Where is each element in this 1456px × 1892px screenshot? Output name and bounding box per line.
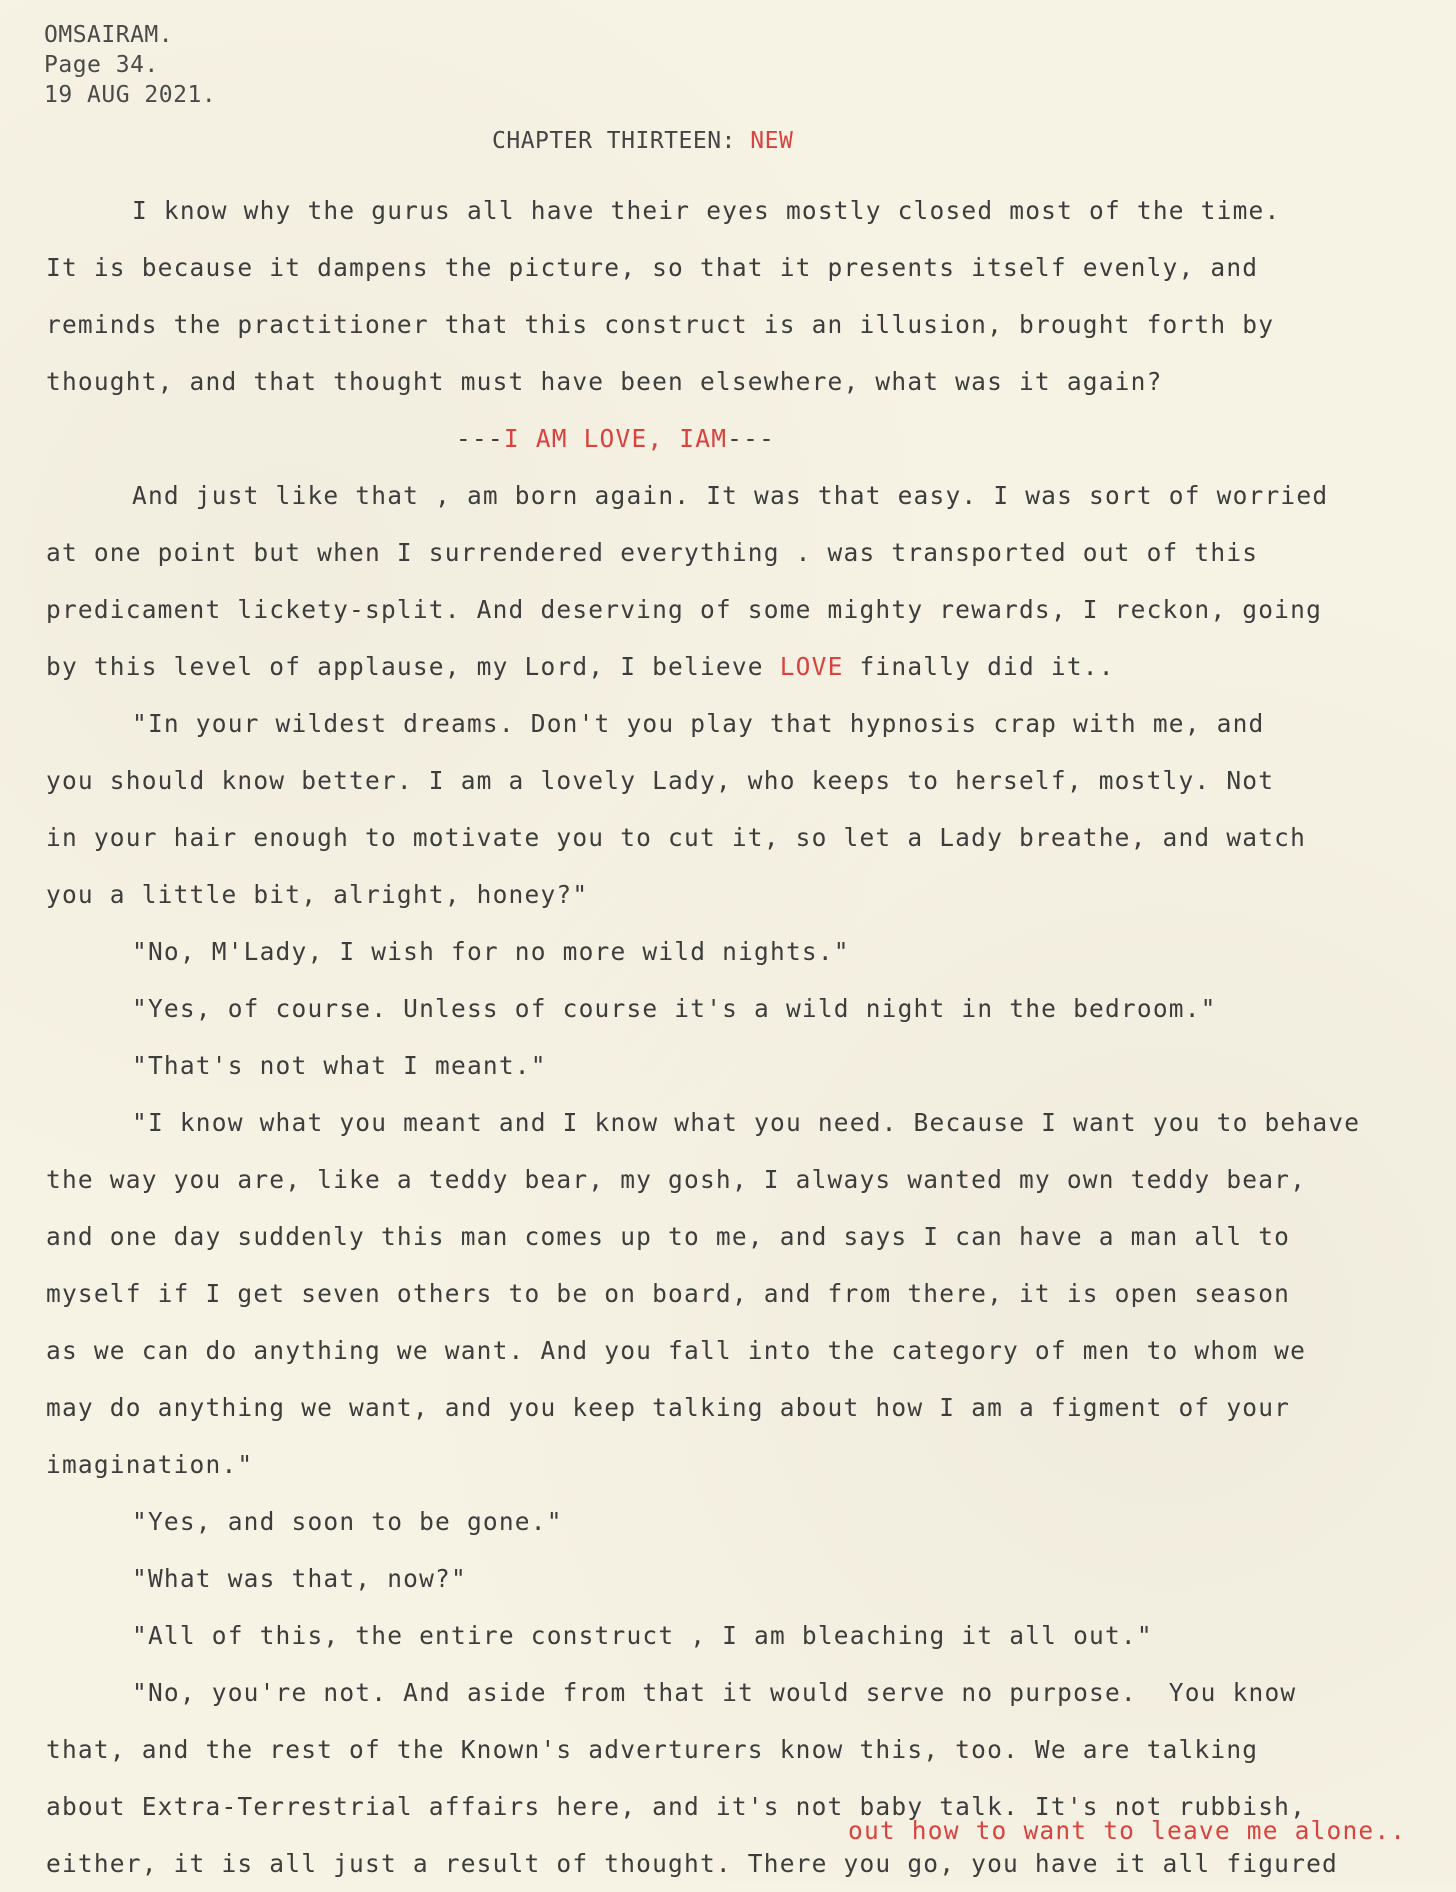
text-line: and one day suddenly this man comes up to me, and says I can have a man all to — [46, 1222, 1291, 1251]
text-line: "What was that, now?" — [132, 1564, 467, 1593]
text-line: thought, and that thought must have been elsewhere, what was it again? — [46, 367, 1163, 396]
text-line: "No, you're not. And aside from that it would serve no purpose. You know — [132, 1678, 1297, 1707]
text-line: at one point but when I surrendered everything . was transported out of this — [46, 538, 1259, 567]
mantra-text: I AM LOVE, IAM — [503, 424, 728, 453]
header-page-number: Page 34. — [44, 52, 159, 78]
text-line: "I know what you meant and I know what you need. Because I want you to behave — [132, 1108, 1361, 1137]
text-line: It is because it dampens the picture, so that it presents itself evenly, and — [46, 253, 1259, 282]
red-insert-text: out how to want to leave me alone.. — [848, 1816, 1407, 1845]
text-line: "Yes, and soon to be gone." — [132, 1507, 563, 1536]
text-line: in your hair enough to motivate you to cut it, so let a Lady breathe, and watch — [46, 823, 1307, 852]
header-date: 19 AUG 2021. — [44, 82, 217, 108]
text-line: I know why the gurus all have their eyes mostly closed most of the time. — [132, 196, 1281, 225]
text-segment: finally did it.. — [843, 652, 1115, 681]
text-line: "No, M'Lady, I wish for no more wild nights." — [132, 937, 850, 966]
text-line: you should know better. I am a lovely Lady, who keeps to herself, mostly. Not — [46, 766, 1275, 795]
body-text — [46, 182, 1446, 1892]
mantra-dashes-left: --- — [456, 424, 504, 453]
text-line: "All of this, the entire construct , I am bleaching it all out." — [132, 1621, 1153, 1650]
text-line: "In your wildest dreams. Don't you play that hypnosis crap with me, and — [132, 709, 1265, 738]
mantra-dashes-right: --- — [727, 424, 776, 453]
text-line: about Extra-Terrestrial affairs here, and it's not baby talk. It's not rubbish, — [46, 1792, 1307, 1821]
text-line: "That's not what I meant." — [132, 1051, 547, 1080]
text-line: predicament lickety-split. And deserving of some mighty rewards, I reckon, going — [46, 595, 1323, 624]
chapter-title: CHAPTER THIRTEEN: — [492, 128, 751, 154]
text-line: you a little bit, alright, honey?" — [46, 880, 589, 909]
mantra-line — [46, 410, 1446, 467]
text-segment: by this level of applause, my Lord, I believe — [46, 652, 780, 681]
text-line: myself if I get seven others to be on board, and from there, it is open season — [46, 1279, 1291, 1308]
text-line: imagination." — [46, 1450, 254, 1479]
text-line: may do anything we want, and you keep talking about how I am a figment of your — [46, 1393, 1291, 1422]
text-line: "Yes, of course. Unless of course it's a wild night in the bedroom." — [132, 994, 1217, 1023]
love-word-red: LOVE — [779, 652, 844, 681]
text-line: the way you are, like a teddy bear, my gosh, I always wanted my own teddy bear, — [46, 1165, 1307, 1194]
text-line: either, it is all just a result of thought. There you go, you have it all figured — [46, 1849, 1338, 1878]
chapter-heading — [492, 128, 793, 154]
text-line — [46, 638, 1446, 695]
text-line: And just like that , am born again. It was that easy. I was sort of worried — [132, 481, 1329, 510]
chapter-label-red: NEW — [750, 128, 794, 154]
text-line: as we can do anything we want. And you fall into the category of men to whom we — [46, 1336, 1307, 1365]
page-header — [44, 20, 216, 110]
text-line: that, and the rest of the Known's adverturers know this, too. We are talking — [46, 1735, 1259, 1764]
header-title: OMSAIRAM. — [44, 22, 174, 48]
text-line: reminds the practitioner that this construct is an illusion, brought forth by — [46, 310, 1275, 339]
